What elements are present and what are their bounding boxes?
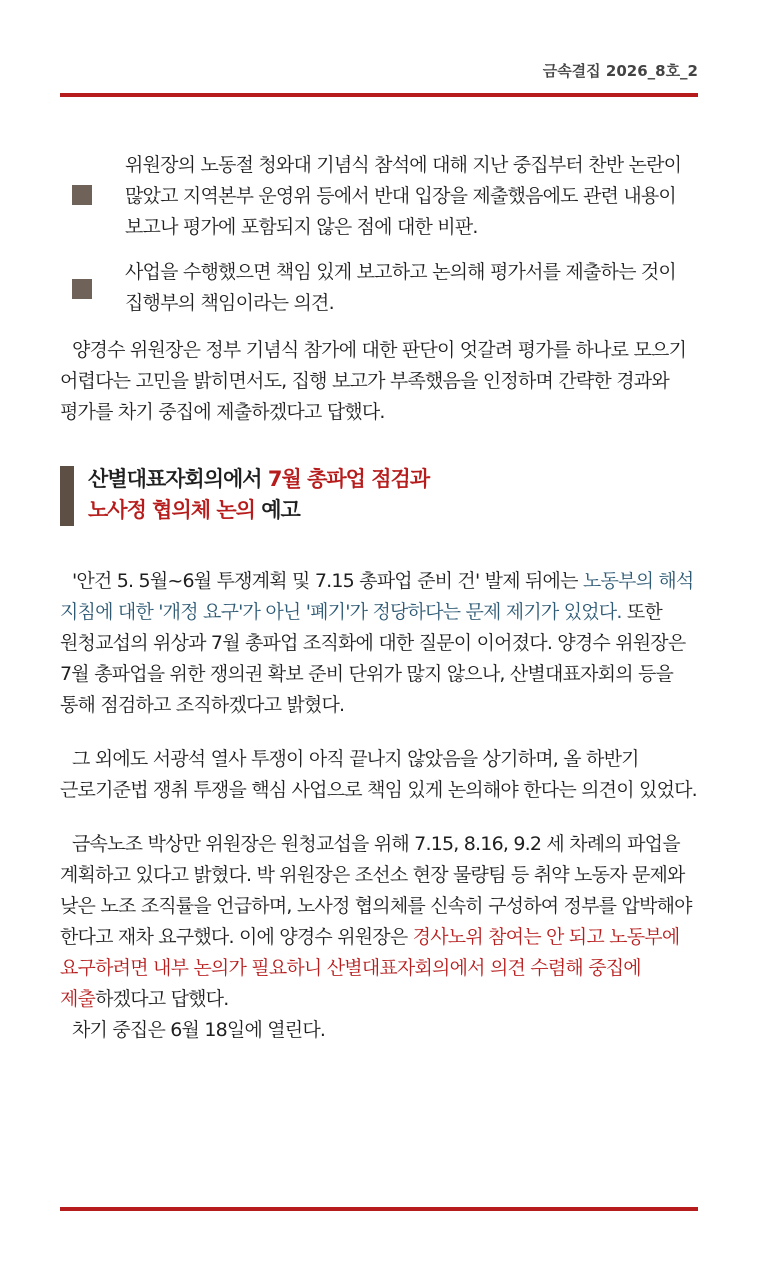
paragraph-text: 하겠다고 답했다. (95, 988, 229, 1010)
square-bullet-icon (72, 185, 92, 205)
paragraph (60, 829, 700, 1015)
paragraph: 양경수 위원장은 정부 기념식 참가에 대한 판단이 엇갈려 평가를 하나로 모으기 어렵다는 고민을 밝히면서도, 집행 보고가 부족했음을 인정하며 간략한 경과와 평가를 차기 중집에 제출하겠다고 답했다. (60, 339, 687, 423)
square-bullet-icon (72, 279, 92, 299)
bullet-text: 사업을 수행했으면 책임 있게 보고하고 논의해 평가서를 제출하는 것이 집행부의 책임이라는 의견. (125, 261, 676, 314)
heading-text: 산별대표자회의에서 (88, 467, 268, 491)
top-divider (60, 93, 698, 97)
highlighted-text: 경사노위 참여는 안 되고 노동부에 요구하려면 내부 논의가 필요하니 산별대표자회의에서 의견 수렴해 중집에 제출 (60, 926, 680, 1010)
paragraph-text: '안건 5. 5월~6월 투쟁계획 및 7.15 총파업 준비 건' 발제 뒤에는 (72, 570, 583, 592)
bullet-text: 위원장의 노동절 청와대 기념식 참석에 대해 지난 중집부터 찬반 논란이 많았고 지역본부 운영위 등에서 반대 입장을 제출했음에도 관련 내용이 보고나 평가에 포함되지 않은 점에 대한 비판. (125, 154, 682, 238)
paragraph (60, 566, 700, 721)
section-heading (60, 464, 700, 526)
bullet-item (60, 257, 700, 319)
highlighted-text: 노동부의 해석 지침에 대한 '개정 요구'가 아닌 '폐기'가 정당하다는 문제 제기가 있었다. (60, 570, 694, 623)
heading-text: 예고 (254, 498, 300, 522)
heading-highlight: 7월 총파업 점검과 (267, 467, 430, 491)
issue-label: 금속결집 2026_8호_2 (542, 62, 698, 80)
bullet-item (60, 150, 700, 243)
heading-highlight: 노사정 협의체 논의 (88, 498, 255, 522)
paragraph-text: 금속노조 박상만 위원장은 원청교섭을 위해 7.15, 8.16, 9.2 세 차례의 파업을 계획하고 있다고 밝혔다. 박 위원장은 조선소 현장 물량팀 등 취약 노동자 문제와 낮은 노조 조직률을 언급하며, 노사정 협의체를 신속히 구성하여 정부를 압박해야 한다고 재차 요구했다. 이에 양경수 위원장은 (60, 833, 692, 948)
paragraph: 그 외에도 서광석 열사 투쟁이 아직 끝나지 않았음을 상기하며, 올 하반기 근로기준법 쟁취 투쟁을 핵심 사업으로 책임 있게 논의해야 한다는 의견이 있었다. (60, 748, 697, 801)
bottom-divider (60, 1207, 698, 1211)
article-body (60, 150, 700, 1069)
paragraph: 차기 중집은 6월 18일에 열린다. (72, 1019, 326, 1041)
paragraph-text: 또한 원청교섭의 위상과 7월 총파업 조직화에 대한 질문이 이어졌다. 양경수 위원장은 7월 총파업을 위한 쟁의권 확보 준비 단위가 많지 않으나, 산별대표자회의 등을 통해 점검하고 조직하겠다고 밝혔다. (60, 601, 686, 716)
bullet-list (60, 150, 700, 319)
heading-bar (60, 466, 74, 526)
